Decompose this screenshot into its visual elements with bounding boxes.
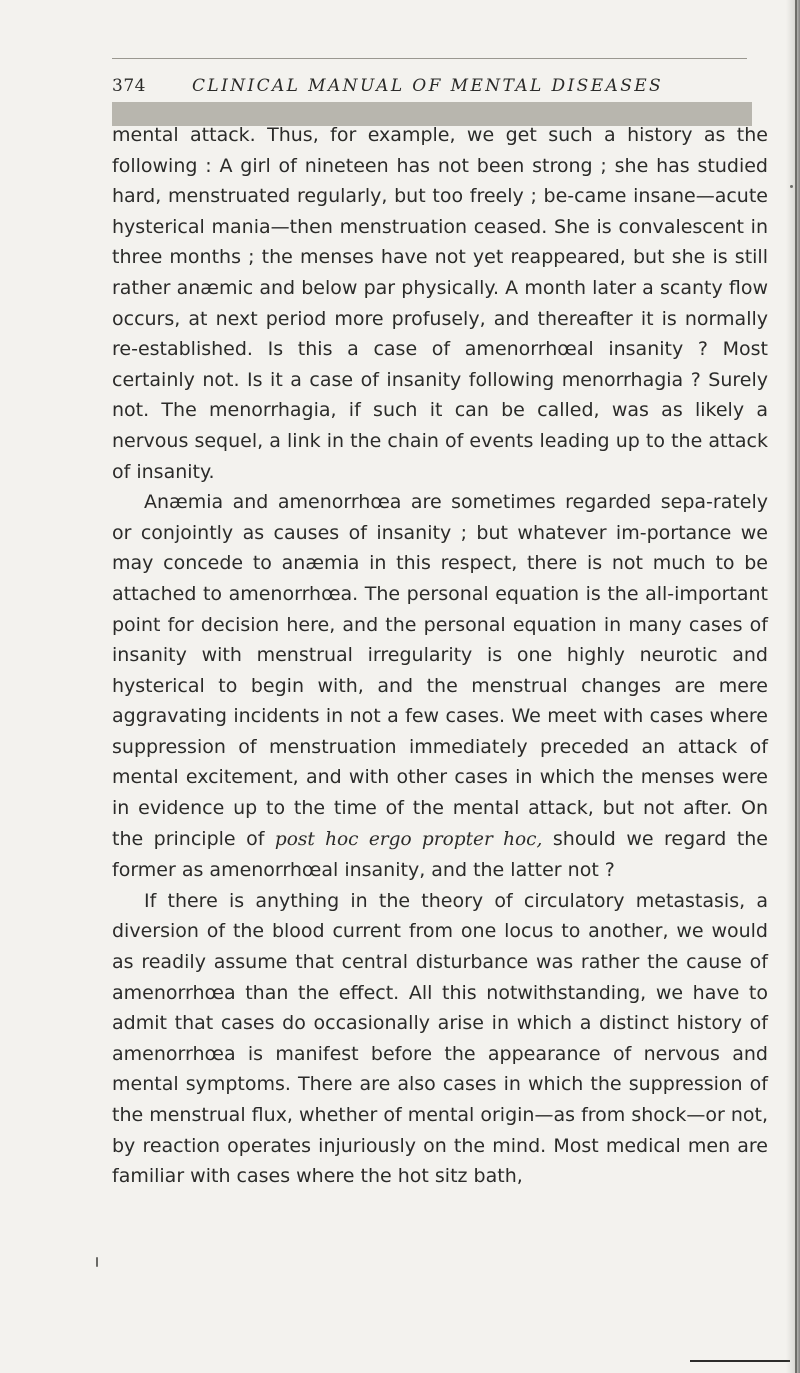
paragraph-1-text: mental attack. Thus, for example, we get such a history as the following : A girl of nineteen has not been strong ; she has studied hard, menstruated regularly, but too freely ; be-came insane—acute hysterical mania—then menstruation ceased. She is convalescent in three months ; the menses have not yet reappeared, but she is still rather anæmic and below par physically. A month later a scanty flow occurs, at next period more profusely, and thereafter it is normally re-established. Is this a case of amenorrhœal insanity ? Most certainly not. Is it a case of insanity following menorrhagia ? Surely not. The menorrhagia, if such it can be called, was as likely a nervous sequel, a link in the chain of events leading up to the attack of insanity. xyxy=(112,124,768,483)
paragraph-2 xyxy=(112,487,768,886)
page-edge xyxy=(795,0,797,1373)
paragraph-2-text-a: Anæmia and amenorrhœa are sometimes regarded sepa-rately or conjointly as causes of insanity ; but whatever im-portance we may concede to anæmia in this respect, there is not much to be attached to amenorrhœa. The personal equation is the all-important point for decision here, and the personal equation in many cases of insanity with menstrual irregularity is one highly neurotic and hysterical to begin with, and the menstrual changes are mere aggravating incidents in not a few cases. We meet with cases where suppression of menstruation immediately preceded an attack of mental excitement, and with other cases in which the menses were in evidence up to the time of the mental attack, but not after. On the principle of xyxy=(112,491,768,850)
paragraph-1 xyxy=(112,120,768,487)
latin-phrase: post hoc ergo propter hoc, xyxy=(274,828,543,850)
running-head: CLINICAL MANUAL OF MENTAL DISEASES xyxy=(192,76,664,96)
page-edge-shadow xyxy=(786,0,800,1373)
paragraph-3-text: If there is anything in the theory of circulatory metastasis, a diversion of the blood current from one locus to another, we would as readily assume that central disturbance was rather the cause of amenorrhœa than the effect. All this notwithstanding, we have to admit that cases do occasionally arise in which a distinct history of amenorrhœa is manifest before the appearance of nervous and mental symptoms. There are also cases in which the suppression of the menstrual flux, whether of mental origin—as from shock—or not, by reaction operates injuriously on the mind. Most medical men are familiar with cases where the hot sitz bath, xyxy=(112,889,768,1188)
body-text xyxy=(112,120,768,1192)
page-number: 374 xyxy=(112,76,146,96)
bottom-rule xyxy=(690,1360,790,1362)
margin-mark xyxy=(96,1257,98,1267)
paragraph-2-text-b: should we regard the former as amenorrhœal insanity, and the latter not ? xyxy=(112,827,769,882)
page-header xyxy=(112,74,752,98)
paragraph-3 xyxy=(112,886,768,1192)
top-rule xyxy=(112,58,747,59)
